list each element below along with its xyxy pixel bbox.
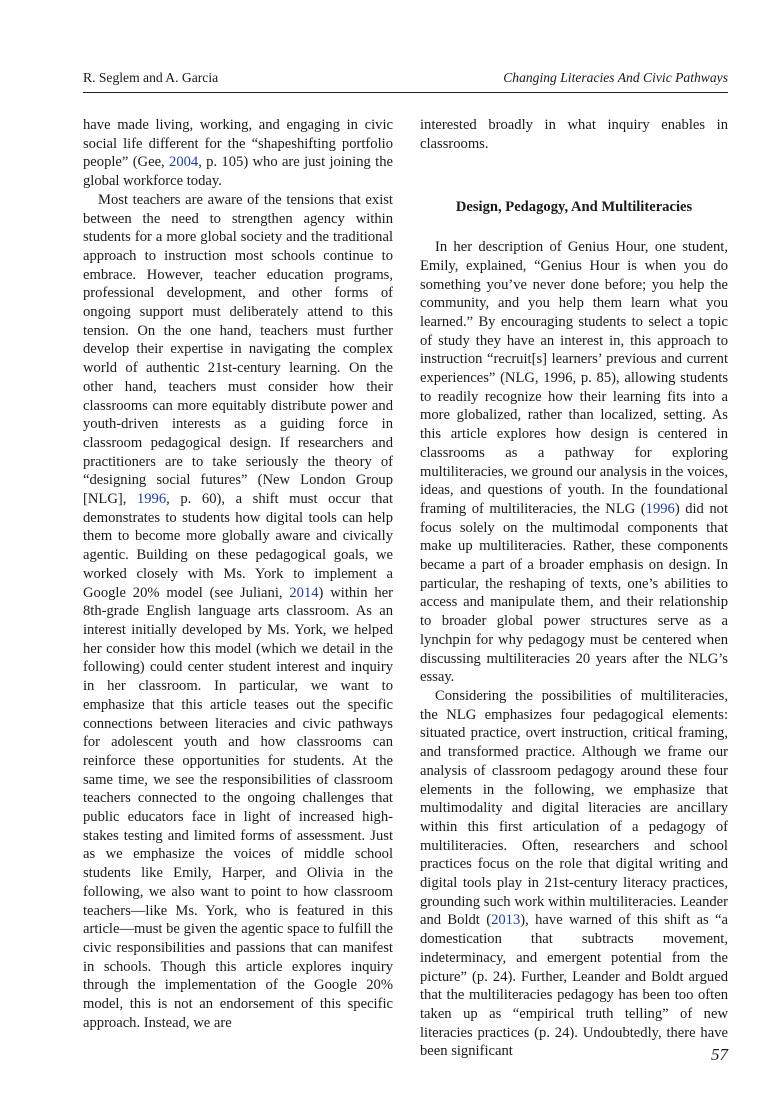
paragraph bbox=[83, 191, 393, 1033]
text-run: ) did not focus solely on the multimodal components that make up multiliteracies. Rather, these components became a part of a broader emphasis on design. In particular, the reshaping of texts, one’s abilities to access and manipulate them, and their relationship to broader global power structures serve as a lynchpin for why pedagogy must be centered when discussing multiliteracies 20 years after the NLG’s essay. bbox=[420, 500, 728, 686]
page-number: 57 bbox=[711, 1045, 728, 1064]
paragraph bbox=[420, 238, 728, 687]
text-run: , p. 60), a shift must occur that demonstrates to students how digital tools can help them to become more globally aware and civically agentic. Building on these pedagogical goals, we worked closely with Ms. York to implement a Google 20% model (see Juliani, bbox=[83, 491, 393, 601]
header-journal-title: Changing Literacies And Civic Pathways bbox=[503, 70, 728, 85]
text-run: have made living, working, and engaging in civic social life different for the “shapeshifting portfolio people” (Gee, bbox=[83, 117, 393, 171]
paragraph bbox=[83, 116, 393, 191]
paragraph bbox=[420, 687, 728, 1061]
text-run: Most teachers are aware of the tensions that exist between the need to strengthen agency within students for a more global society and the traditional approach to instruction most schools continue to embrace. However, teacher education programs, professional development, and other forms of ongoing support must deliberately attend to this tension. On the one hand, teachers must further develop their expertise in navigating the complex world of authentic 21st-century learning. On the other hand, teachers must consider how their classrooms can more equitably distribute power and youth-driven interests as a guiding force in classroom pedagogical design. If researchers and practitioners are to take seriously the theory of “designing social futures” (New London Group [NLG], bbox=[83, 191, 393, 508]
right-column bbox=[420, 116, 728, 1061]
citation-link[interactable]: 1996 bbox=[136, 491, 167, 508]
running-header bbox=[83, 70, 728, 92]
section-heading: Design, Pedagogy, And Multiliteracies bbox=[455, 199, 693, 216]
citation-link[interactable]: 2013 bbox=[491, 912, 521, 929]
text-run: ) within her 8th-grade English language arts classroom. As an interest initially developed by Ms. York, we helped her consider how this model (which we detail in the following) could center student interest and inquiry in her classroom. In particular, we want to emphasize that this article teases out the specific connections between literacies and civic pathways for adolescent youth and how classrooms can reinforce these opportunities for students. At the same time, we see the responsibilities of classroom teachers connected to the ongoing challenges that public educators face in light of increased high-stakes testing and limited forms of assessment. Just as we emphasize the voices of middle school students like Emily, Harper, and Olivia in the following, we also want to point to how classroom teachers—like Ms. York, who is featured in this article—must be given the agentic space to fulfill the civic responsibilities and passions that can manifest in schools. Though this article explores inquiry through the implementation of the Google 20% model, this is not an endorsement of this specific approach. Instead, we are bbox=[83, 584, 393, 1031]
text-run: Considering the possibilities of multiliteracies, the NLG emphasizes four pedagogical elements: situated practice, overt instruction, critical framing, and transformed practice. Although we frame our analysis of classroom pedagogy around these four elements in the following, we emphasize that multimodality and digital literacies are ancillary within this first articulation of a pedagogy of multiliteracies. Often, researchers and school practices focus on the role that digital writing and digital tools play in 21st-century literacy practices, grounding such work within multiliteracies. Leander and Boldt ( bbox=[420, 687, 728, 929]
left-column bbox=[83, 116, 393, 1032]
citation-link[interactable]: 2004 bbox=[169, 154, 199, 171]
citation-link[interactable]: 2014 bbox=[289, 584, 319, 601]
header-authors: R. Seglem and A. Garcia bbox=[83, 70, 219, 85]
header-rule bbox=[83, 92, 728, 93]
citation-link[interactable]: 1996 bbox=[645, 500, 675, 517]
text-run: ), have warned of this shift as “a domestication that subtracts movement, indeterminacy, and emergent potential from the picture” (p. 24). Further, Leander and Boldt argued that the multiliteracies pedagogy has been too often taken up as “empirical truth telling” of new literacies practices (p. 24). Undoubtedly, there have been significant bbox=[420, 912, 729, 1060]
text-run: , p. 105) who are just joining the global workforce today. bbox=[83, 154, 393, 190]
paragraph: interested broadly in what inquiry enables in classrooms. bbox=[420, 117, 728, 152]
text-run: In her description of Genius Hour, one student, Emily, explained, “Genius Hour is when you do something you’ve never done before; you help the community, and you help them learn what you learned.” By encouraging students to select a topic of study they have an interest in, this approach to instruction “recruit[s] learners’ previous and current experiences” (NLG, 1996, p. 85), allowing students to readily recognize how their learning fits into a more globalized, rather than localized, setting. As this article explores how design is centered in classrooms as a pathway for exploring multiliteracies, we ground our analysis in the voices, ideas, and questions of youth. In the foundational framing of multiliteracies, the NLG ( bbox=[420, 239, 728, 517]
